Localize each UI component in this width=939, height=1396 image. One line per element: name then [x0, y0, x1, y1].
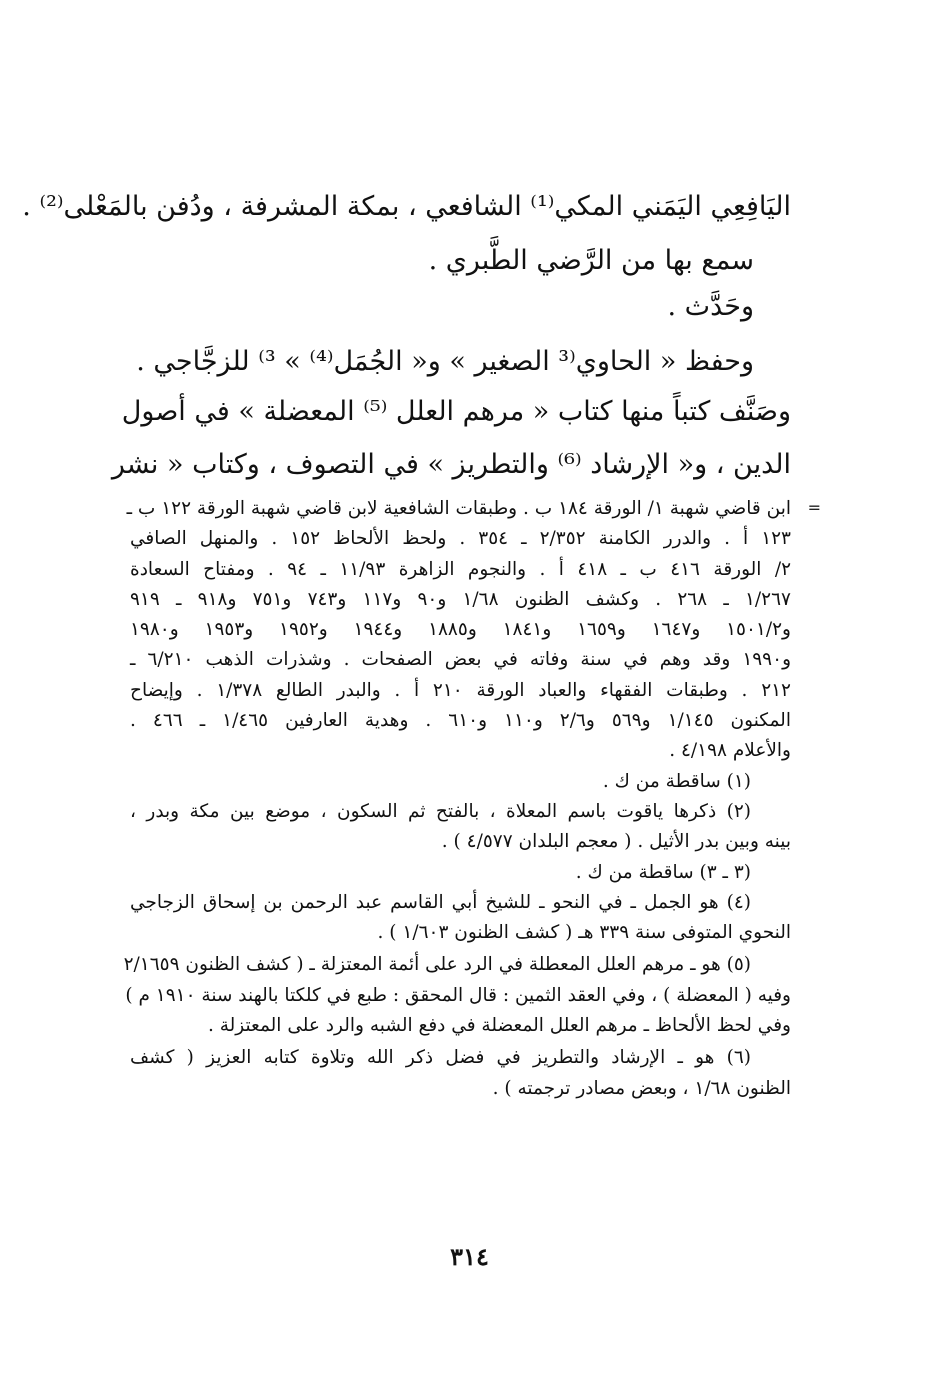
- footnotes: [123, 494, 791, 1104]
- footnote-line: ١/٢٦٧ ـ ٢٦٨ . وكشف الظنون ١/٦٨ و٩٠ و١١٧ و٧٤٣ و٧٥١ و٩١٨ ـ ٩١٩: [130, 588, 791, 610]
- footnote-line: والأعلام ٤/١٩٨ .: [669, 740, 791, 762]
- footnote-line: ابن قاضي شهبة ١/ الورقة ١٨٤ ب . وطبقات الشافعية لابن قاضي شهبة الورقة ١٢٢ ب ـ: [126, 498, 791, 519]
- footnote-5-continued: وفيه ( المعضلة ) ، وفي العقد الثمين : قال المحقق : طبع في كلكتا بالهند سنة ١٩١٠ م ): [125, 984, 791, 1006]
- footnote-6: (٦) هو ـ الإرشاد والتطريز في فضل ذكر الله وتلاوة كتابه العزيز ( كشف: [130, 1047, 751, 1069]
- footnote-line: ٢١٢ . وطبقات الفقهاء والعباد الورقة ٢١٠ أ . والبدر الطالع ١/٣٧٨ . وإيضاح: [130, 679, 791, 701]
- main-text-line-4: وحفظ « الحاوي⁽³ الصغير » و« الجُمَل⁽⁴⁾ » ³⁾ للزجَّاجي .: [136, 346, 754, 377]
- footnote-line: المكنون ١/١٤٥ و٥٦٩ و٢/٦ و١١٠ و٦١٠ . وهدية العارفين ١/٤٦٥ ـ ٤٦٦ .: [130, 710, 791, 732]
- footnote-line: ١٢٣ أ . والدرر الكامنة ٢/٣٥٢ ـ ٣٥٤ . ولحظ الألحاظ ١٥٢ . والمنهل الصافي: [130, 528, 791, 550]
- footnote-line: و١٥٠١/٢ و١٦٤٧ و١٦٥٩ و١٨٤١ و١٨٨٥ و١٩٤٤ و١٩٥٢ و١٩٥٣ و١٩٨٠: [130, 619, 791, 641]
- main-text-line-1: اليَافِعِي اليَمَني المكي⁽¹⁾ الشافعي ، بمكة المشرفة ، ودُفن بالمَعْلى⁽²⁾ .: [22, 191, 791, 222]
- main-text-line-6: الدين ، و« الإرشاد ⁽⁶⁾ والتطريز » في التصوف ، وكتاب « نشر: [111, 449, 791, 480]
- footnote-3: (٣ ـ ٣) ساقطة من ك .: [575, 861, 751, 883]
- footnote-6-continued: الظنون ١/٦٨ ، وبعض مصادر ترجمته ) .: [492, 1077, 791, 1099]
- footnote-2-continued: بينه وبين بدر الأثيل . ( معجم البلدان ٤/٥٧٧ ) .: [441, 831, 791, 853]
- footnote-1: (١) ساقطة من ك .: [602, 770, 751, 792]
- footnote-5-continued: وفي لحظ الألحاظ ـ مرهم العلل المعضلة في دفع الشبه والرد على المعتزلة .: [207, 1015, 791, 1037]
- footnote-5: (٥) هو ـ مرهم العلل المعطلة في الرد على أئمة المعتزلة ـ ( كشف الظنون ٢/١٦٥٩: [123, 954, 751, 976]
- main-text-line-2: سمع بها من الرَّضي الطَّبري .: [428, 245, 754, 276]
- footnote-line: و١٩٩٠ وقد وهم في سنة وفاته في بعض الصفحات . وشذرات الذهب ٦/٢١٠ ـ: [130, 649, 791, 671]
- footnote-4-continued: النحوي المتوفى سنة ٣٣٩ هـ ( كشف الظنون ١/٦٠٣ ) .: [377, 922, 791, 944]
- main-text-line-5: وصَنَّف كتباً منها كتاب « مرهم العلل ⁽⁵⁾ المعضلة » في أصول: [121, 396, 791, 427]
- page-number: ٣١٤: [450, 1242, 489, 1271]
- main-text-line-3: وحَدَّث .: [667, 291, 754, 322]
- footnote-continuation-marker: =: [807, 498, 821, 517]
- footnote-line: ٢/ الورقة ٤١٦ ب ـ ٤١٨ أ . والنجوم الزاهرة ١١/٩٣ ـ ٩٤ . ومفتاح السعادة: [130, 558, 791, 580]
- footnote-4: (٤) هو الجمل ـ في النحو ـ للشيخ أبي القاسم عبد الرحمن بن إسحاق الزجاجي: [130, 891, 751, 913]
- footnote-2: (٢) ذكرها ياقوت باسم المعلاة ، بالفتح ثم السكون ، موضع بين مكة وبدر ،: [130, 800, 751, 822]
